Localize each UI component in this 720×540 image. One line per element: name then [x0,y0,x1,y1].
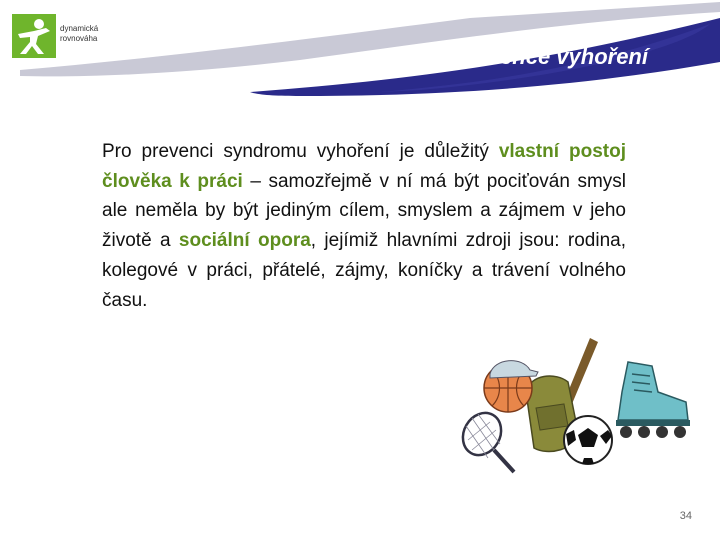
page-number: 34 [679,510,692,522]
slide-body-paragraph [102,137,626,315]
logo-line-2: rovnováha [60,34,98,43]
logo-wordmark [60,24,98,44]
slide-header [0,0,720,100]
highlighted-phrase: vlastní postoj člověka k práci [102,141,626,192]
slide-title: Prevence vyhoření [452,44,648,69]
sports-equipment-illustration-icon [438,322,698,494]
paragraph-text: – samozřejmě v ní má být pociťován smysl ale neměla by být jediným cílem, smyslem a zájmem v jeho životě a [102,170,626,252]
logo-line-1: dynamická [60,24,99,33]
paragraph-text: Pro prevenci syndromu vyhoření je důležitý [102,141,499,162]
running-person-logo-icon [12,14,56,58]
paragraph-text: , jejímiž hlavními zdroji jsou: rodina, kolegové v práci, přátelé, zájmy, koníčky a trávení volného času. [102,230,627,311]
highlighted-phrase: sociální opora [178,230,311,252]
